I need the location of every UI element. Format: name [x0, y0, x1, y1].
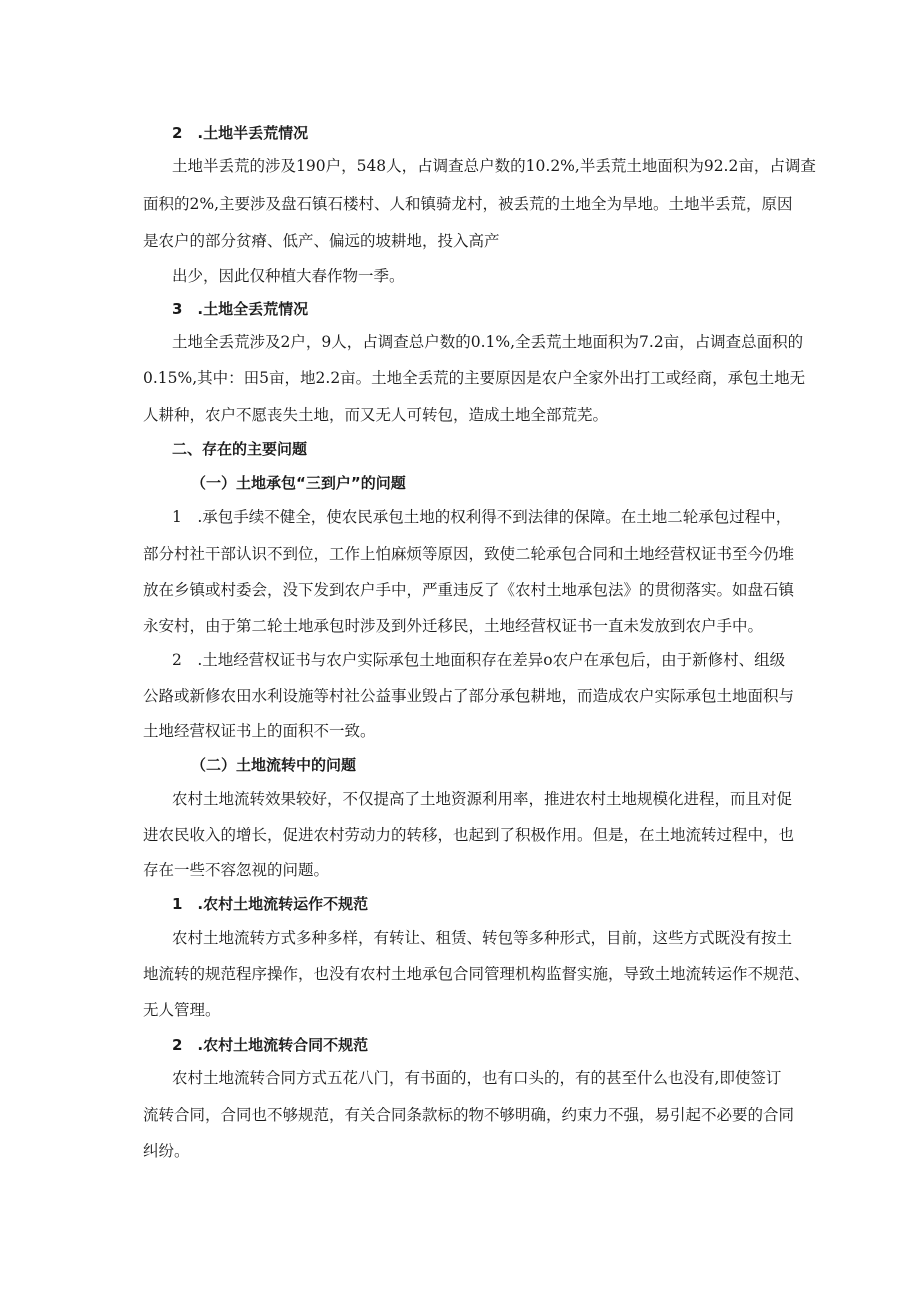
section-heading: 2 .土地半丢荒情况: [172, 124, 309, 142]
paragraph-line: 土地半丢荒的涉及190户，548人，占调查总户数的10.2%,半丢荒土地面积为92.2亩，占调查: [172, 157, 816, 175]
section-heading: 3 .土地全丢荒情况: [172, 300, 309, 318]
subsection-heading: （一）土地承包“三到户”的问题: [191, 474, 406, 492]
section-heading: 1 .农村土地流转运作不规范: [172, 895, 369, 913]
paragraph-line: 进农民收入的增长，促进农村劳动力的转移，也起到了积极作用。但是，在土地流转过程中，也: [143, 826, 795, 844]
subsection-heading: （二）土地流转中的问题: [191, 756, 357, 774]
paragraph-line: 1 .承包手续不健全，使农民承包土地的权利得不到法律的保障。在土地二轮承包过程中，: [172, 508, 792, 526]
paragraph-line: 是农户的部分贫瘠、低产、偏远的坡耕地，投入高产: [143, 232, 500, 250]
paragraph-line: 无人管理。: [143, 1001, 221, 1019]
paragraph-line: 放在乡镇或村委会，没下发到农户手中，严重违反了《农村土地承包法》的贯彻落实。如盘石镇: [143, 581, 795, 599]
paragraph-line: 流转合同，合同也不够规范，有关合同条款标的物不够明确，约束力不强，易引起不必要的合同: [143, 1106, 795, 1124]
paragraph-line: 2 .土地经营权证书与农户实际承包土地面积存在差异o农户在承包后，由于新修村、组级: [172, 651, 786, 669]
paragraph-line: 永安村，由于第二轮土地承包时涉及到外迁移民，土地经营权证书一直未发放到农户手中。: [143, 617, 764, 635]
paragraph-line: 土地经营权证书上的面积不一致。: [143, 722, 376, 740]
paragraph-line: 面积的2%,主要涉及盘石镇石楼村、人和镇骑龙村，被丢荒的土地全为旱地。土地半丢荒，原因: [143, 195, 793, 213]
paragraph-line: 农村土地流转合同方式五花八门，有书面的，也有口头的，有的甚至什么也没有,即使签订: [172, 1069, 782, 1087]
paragraph-line: 纠纷。: [143, 1142, 190, 1160]
section-heading: 2 .农村土地流转合同不规范: [172, 1036, 369, 1054]
chapter-heading: 二、存在的主要问题: [172, 440, 308, 458]
paragraph-line: 土地全丢荒涉及2户，9人，占调查总户数的0.1%,全丢荒土地面积为7.2亩，占调查总面积的: [172, 333, 804, 351]
paragraph-line: 出少，因此仅种植大春作物一季。: [172, 267, 405, 285]
paragraph-line: 地流转的规范程序操作，也没有农村土地承包合同管理机构监督实施，导致土地流转运作不规范、: [143, 965, 810, 983]
paragraph-line: 农村土地流转方式多种多样，有转让、租赁、转包等多种形式，目前，这些方式既没有按土: [172, 929, 793, 947]
paragraph-line: 存在一些不容忽视的问题。: [143, 861, 330, 879]
paragraph-line: 农村土地流转效果较好，不仅提高了土地资源利用率，推进农村土地规模化进程，而且对促: [172, 790, 793, 808]
paragraph-line: 0.15%,其中：田5亩，地2.2亩。土地全丢荒的主要原因是农户全家外出打工或经商，承包土地无: [143, 369, 806, 387]
paragraph-line: 公路或新修农田水利设施等村社公益事业毁占了部分承包耕地，而造成农户实际承包土地面积与: [143, 687, 795, 705]
paragraph-line: 部分村社干部认识不到位，工作上怕麻烦等原因，致使二轮承包合同和土地经营权证书至今仍堆: [143, 545, 795, 563]
paragraph-line: 人耕种，农户不愿丧失土地，而又无人可转包，造成土地全部荒芜。: [143, 406, 609, 424]
